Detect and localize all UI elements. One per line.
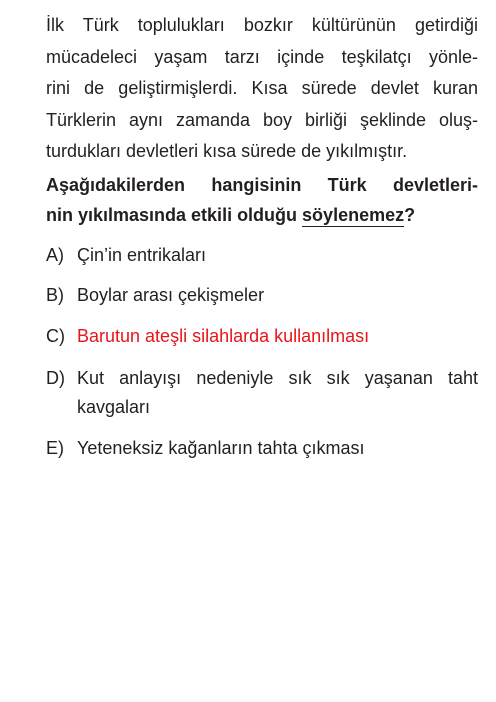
negative-emphasis: söylenemez: [302, 205, 405, 225]
option-letter: A): [46, 245, 64, 265]
passage: [46, 10, 478, 168]
option-text: Boylar arası çekişmeler: [77, 285, 265, 305]
option-text: Kut anlayışı nedeniyle sık sık yaşanan taht kavgaları: [77, 368, 478, 417]
option-letter: B): [46, 285, 64, 305]
question-stem: [46, 170, 478, 230]
option-letter: E): [46, 438, 64, 458]
question-line: [46, 200, 478, 230]
option-b[interactable]: [46, 281, 478, 310]
option-text-correct: Barutun ateşli silahlarda kullanılması: [77, 326, 370, 346]
passage-line: Türklerin aynı zamanda boy birliği şeklinde oluş-: [46, 109, 478, 130]
option-letter: C): [46, 326, 65, 346]
option-d[interactable]: [46, 364, 478, 422]
option-text: Yeteneksiz kağanların tahta çıkması: [77, 438, 365, 458]
option-a[interactable]: [46, 241, 478, 270]
option-e[interactable]: [46, 434, 478, 463]
passage-line: rini de geliştirmişlerdi. Kısa sürede devlet kuran: [46, 78, 478, 99]
question-line: Aşağıdakilerden hangisinin Türk devletleri-: [46, 175, 478, 195]
passage-line: turdukları devletleri kısa sürede de yıkılmıştır.: [46, 141, 408, 162]
passage-line: mücadeleci yaşam tarzı içinde teşkilatçı yönle-: [46, 46, 478, 67]
question-text: nin yıkılmasında etkili olduğu: [46, 205, 303, 225]
option-letter: D): [46, 368, 65, 388]
question-mark: ?: [404, 205, 416, 225]
passage-line: İlk Türk toplulukları bozkır kültürünün getirdiği: [46, 15, 478, 35]
option-text: Çin’in entrikaları: [77, 245, 207, 265]
option-c[interactable]: [46, 322, 478, 351]
